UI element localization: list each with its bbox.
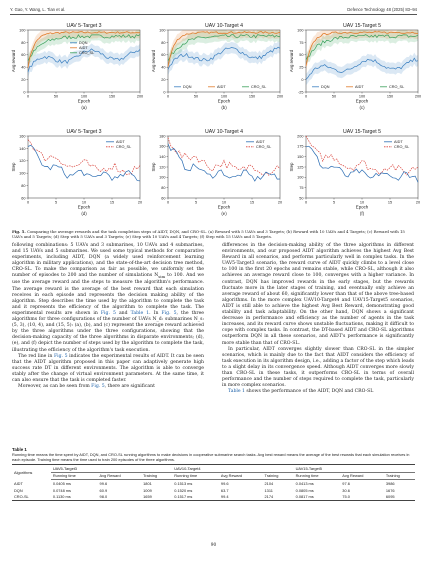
row-label: AIDT (14, 480, 23, 486)
x-axis-label: Epoch (355, 204, 369, 210)
y-tick-label: 0 (23, 90, 26, 95)
y-tick-label: 140 (159, 155, 166, 160)
y-tick-label: 125 (297, 165, 304, 170)
paragraph (222, 389, 414, 395)
subcol-header: Running time (294, 472, 341, 480)
x-tick-label: 200 (136, 94, 144, 99)
figure-link[interactable]: Fig. 5 (53, 353, 68, 359)
subplot-title: UAV 10-Target 4 (205, 23, 243, 29)
header-authors: Y. Gao, Y. Wang, L. Tian et al. (10, 7, 66, 12)
y-tick-label: 0 (163, 90, 166, 95)
y-tick-label: 160 (159, 144, 166, 149)
header-journal: Defence Technology 48 (2025) 83–94 (347, 7, 417, 12)
subplot-d (11, 129, 142, 216)
x-tick-label: 5 (332, 200, 336, 205)
y-tick-label: 100 (297, 175, 304, 180)
subplot-f (289, 129, 420, 216)
y-tick-label: 150 (297, 155, 304, 160)
x-tick-label: 50 (193, 94, 199, 99)
legend-label: CRO_SL (394, 145, 410, 149)
figure-caption-text: Comparing the average rewards and the task completion steps of AIDT, DQN, and CRO-SL. (a) Reward with 5 UAVs and 3 Targets; (b) Reward with 10 UAVs and 4 Targets; (c) Reward with 15 UAVs and 5 Targets; (d) Step with 5 UAVs and 3 Targets; (e) Step with 10 UAVs and 4 Targets; (f) Step with 15 UAVs and 5 Targets. (12, 229, 405, 240)
legend-label: DQN (321, 85, 330, 89)
group-header: UAV5-Target3 (51, 465, 172, 473)
table-cell: 2104 (264, 480, 274, 486)
x-tick-label: 20 (277, 200, 283, 205)
x-axis-label: Epoch (217, 98, 231, 104)
table-cell: 0.0413 ms (295, 480, 314, 486)
paragraph (12, 384, 204, 390)
y-tick-label: 175 (297, 144, 304, 149)
x-axis-label: Epoch (77, 204, 91, 210)
y-tick-label: 20 (161, 78, 166, 82)
text: Moreover, as can be seen from (18, 384, 92, 390)
table-cell: 0.1517 ms (172, 493, 219, 500)
y-tick-label: 60 (21, 196, 26, 201)
table-cell: 2174 (263, 493, 294, 500)
table-cell: 1009 (143, 487, 152, 493)
legend-label: CRO_SL (389, 85, 405, 89)
running-header (10, 7, 417, 15)
y-tick-label: 140 (19, 146, 26, 151)
figure-link[interactable]: Fig. 5 (91, 384, 105, 390)
table-cell: 0.0817 ms (294, 493, 341, 500)
y-tick-label: 180 (159, 134, 166, 139)
legend-label: AIDT (79, 46, 88, 50)
y-tick-label: 75 (299, 40, 304, 45)
subcol-header: Avg Reward (340, 472, 384, 480)
table-cell: 0.1520 ms (174, 487, 193, 493)
table-cell: 0.1130 ms (51, 493, 98, 500)
legend-label: CRO_SL (251, 85, 267, 89)
subcol-header: Running time (172, 472, 219, 480)
legend-label: AIDT (116, 140, 125, 144)
subcol-header: Training (141, 472, 172, 480)
subplot-c (289, 23, 421, 110)
subplot-letter: (d) (81, 211, 87, 216)
paragraph: In particular, AIDT converges slightly slower than CRO-SL in the simpler scenarios, which is mainly due to the fact that AIDT considers the efficiency of task execution in its algorithm design, i.e., adding a factor of the step which leads to a slight delay in its convergence speed. Although AIDT converges more slowly than CRO-SL in these tasks, it outperforms CRO-SL in terms of overall performance and the number of steps required to complete the task, particularly in more complex scenarios. (222, 346, 414, 389)
y-axis-label: Step (151, 162, 156, 172)
subcol-header: Avg Reward (219, 472, 263, 480)
y-tick-label: 80 (161, 186, 166, 191)
y-axis-label: Avg reward (289, 49, 294, 73)
x-tick-label: 0 (304, 200, 308, 205)
x-tick-label: 200 (276, 94, 284, 99)
subcol-header: Training (384, 472, 415, 480)
x-tick-label: 0 (166, 94, 170, 99)
x-axis-label: Epoch (217, 204, 231, 210)
subcol-header: Avg Reward (98, 472, 142, 480)
subplot-letter: (c) (359, 105, 365, 110)
table-cell: 3986 (385, 480, 395, 486)
y-tick-label: 40 (161, 65, 166, 70)
table-cell: 0.0405 ms (52, 480, 71, 486)
legend-label: CRO_SL (79, 51, 95, 55)
results-table (12, 464, 415, 501)
text: . In (149, 310, 162, 316)
x-tick-label: 0 (304, 94, 308, 99)
text: and (115, 310, 131, 316)
y-tick-label: 0 (301, 78, 304, 82)
paragraph (12, 243, 204, 354)
subcol-header: Training (263, 472, 294, 480)
table-cell: 0.0748 ms (52, 487, 71, 493)
subscript: sim (158, 274, 166, 280)
text: shows the performance of the AIDT, DQN and CRO-SL (244, 389, 374, 395)
table-cell: 97.6 (342, 480, 350, 486)
subplot-letter: (b) (221, 105, 227, 110)
table-cell: 99.4 (219, 493, 263, 500)
y-tick-label: 80 (21, 40, 26, 45)
y-tick-label: 100 (19, 28, 26, 33)
table-row (12, 487, 415, 494)
text: to 100. And we use the average reward and the steps to measure the algorithm's performance. The average reward is the average of the best reward that each simulation receives in each episode and represents the decision making ability of the algorithm. Step describes the time used by the algorithm to complete the task and it represents the efficiency of the algorithm to complete the task. The experimental results are shown in (12, 273, 204, 316)
row-label: CRO-SL (12, 493, 51, 500)
subplot-title: UAV 5-Target 3 (66, 23, 102, 29)
y-tick-label: 100 (19, 171, 26, 176)
x-axis-label: Epoch (355, 98, 369, 104)
x-tick-label: 20 (137, 200, 143, 205)
legend-label: AIDT (217, 85, 226, 89)
table-link[interactable]: Table 1 (130, 310, 150, 316)
y-tick-label: 120 (159, 165, 166, 170)
x-tick-label: 10 (81, 200, 87, 205)
y-tick-label: 100 (159, 28, 166, 33)
subplot-title: UAV 15-Target 5 (343, 129, 381, 135)
col-algorithms: Algorithms (12, 465, 51, 480)
x-tick-label: 150 (108, 94, 116, 99)
group-header: UAV10-Target4 (172, 465, 293, 473)
subplot-a (11, 23, 143, 110)
y-tick-label: 100 (159, 175, 166, 180)
group-header: UAV15-Target5 (294, 465, 415, 473)
x-tick-label: 15 (249, 200, 255, 205)
subplot-letter: (e) (221, 211, 227, 216)
text: indicates the experimental results of AIDT. It can be seen that the AIDT algorithm proposed in this paper can adaptively generate high success rate DT in different environments. The algorithm is able to converge stably after the change of virtual environment parameters. At the same time, it can also ensure that the task is completed faster. (12, 353, 204, 383)
legend-label: DQN (183, 85, 192, 89)
x-tick-label: 5 (194, 200, 198, 205)
table-label: Table 1 (12, 447, 27, 452)
y-tick-label: -25 (298, 90, 304, 95)
paragraph (12, 354, 204, 384)
x-tick-label: 15 (387, 200, 393, 205)
table-cell: 98.0 (98, 493, 142, 500)
page-number: 90 (210, 543, 217, 548)
x-tick-label: 5 (54, 200, 58, 205)
y-tick-label: 80 (161, 40, 166, 45)
subcol-header: Running time (51, 472, 98, 480)
x-tick-label: 100 (220, 94, 228, 99)
header-rule (10, 14, 417, 15)
y-tick-label: 100 (297, 28, 304, 33)
legend-label: CRO_SL (116, 145, 132, 149)
y-tick-label: 60 (161, 53, 166, 58)
figure-link[interactable]: Fig. 5 (100, 310, 116, 316)
table-link[interactable]: Table 1 (228, 389, 245, 395)
body-column-left (12, 243, 204, 390)
x-tick-label: 50 (331, 94, 337, 99)
figure-5 (0, 18, 427, 226)
table-cell: 99.6 (220, 480, 229, 486)
y-tick-label: 25 (299, 65, 304, 70)
legend-label: CRO_SL (256, 145, 272, 149)
x-tick-label: 100 (358, 94, 366, 99)
figure-caption-label: Fig. 5. (12, 229, 26, 234)
x-tick-label: 0 (26, 200, 30, 205)
y-tick-label: 50 (299, 196, 304, 201)
x-tick-label: 50 (53, 94, 59, 99)
table-cell: 1801 (143, 480, 152, 486)
table-cell: 0.1513 ms (174, 480, 193, 486)
y-axis-label: Step (289, 162, 294, 172)
table-cell: 1659 (141, 493, 172, 500)
y-tick-label: 75 (299, 186, 304, 191)
y-axis-label: Avg reward (11, 49, 16, 73)
x-tick-label: 150 (386, 94, 394, 99)
table-cell: 99.6 (99, 480, 108, 486)
paragraph: differences in the decision-making ability of the three algorithms in different environments, and our proposed AIDT algorithm achieves the highest Avg Best Reward in all scenarios, and performs particularly well in complex tasks. In the UAV5-Target3 scenario, the reward curve of AIDT quickly climbs to a level close to 100 in the first 20 epochs and remains stable, while CRO-SL, although it also achieves an average reward close to 100, converges with a higher variance. In contrast, DQN has improved rewards in the early stages, but the rewards fluctuate more in the later stages of training, and eventually only achieve an average reward of about 60, significantly lower than that of the above tree-based algorithms. In the more complex UAV10-Target4 and UAV15-Target5 scenarios, AIDT is still able to achieve the highest Avg Best Reward, demonstrating good stability and task adaptability. On the other hand, DQN shows a significant decrease in performance and efficiency as the number of agents in the task increases, and its reward curve shows unstable fluctuations, making it difficult to cope with complex tasks. In contrast, the DT-based AIDT and CRO-SL algorithms outperform DQN in all these scenarios, and AIDT's performance is significantly more stable than that of CRO-SL. (222, 243, 414, 346)
x-tick-label: 0 (26, 94, 30, 99)
x-tick-label: 0 (166, 200, 170, 205)
text: , the three algorithms for three configurations of the number of UAVs N_d: submarines N_s: (5, 3), (10, 4), and (15, 5): (a), (b), and (c) represent the average reward achieved by the three algorithms under the three configurations, showing that the decision-making capacity of the three algorithms in disparate environments; (d), (e), and (f) depict the number of steps used by the algorithm to complete the task, illustrating the efficiency of the algorithm's task execution. (12, 310, 205, 353)
y-tick-label: 200 (297, 134, 304, 139)
table-caption: Running time means the time spent by AIDT, DQN, and CRO-SL running algorithms to make decisions in cooperative submarine search tasks. Avg best reward means the average of the best rewards that each simulation receives in each episode. Training time means the time used to train 200 episodes of the three algorithms. (12, 452, 410, 462)
table-cell: 60.9 (99, 487, 108, 493)
legend-label: DQN (79, 41, 88, 45)
table-row (12, 480, 415, 487)
subplot-title: UAV 10-Target 4 (205, 129, 243, 135)
x-tick-label: 20 (415, 200, 421, 205)
figure-link[interactable]: Fig. 5 (161, 310, 177, 316)
subplot-letter: (f) (359, 211, 365, 216)
y-tick-label: 160 (19, 134, 26, 139)
y-axis-label: Avg reward (151, 49, 156, 73)
table-cell: 1311 (264, 487, 273, 493)
row-label: DQN (14, 487, 23, 493)
legend-label: AIDT (256, 140, 265, 144)
y-tick-label: 60 (21, 53, 26, 58)
x-axis-label: Epoch (77, 98, 91, 104)
table-cell: 63.7 (220, 487, 229, 493)
y-tick-label: 120 (19, 159, 26, 164)
table-cell: 30.6 (342, 487, 350, 493)
x-tick-label: 200 (414, 94, 422, 99)
text: The red line in (18, 353, 54, 359)
text: , there are significant (104, 384, 155, 390)
table-cell: 75.0 (340, 493, 384, 500)
subplot-e (151, 129, 282, 216)
subplot-b (151, 23, 283, 110)
x-tick-label: 10 (221, 200, 227, 205)
text: following combinations: 5 UAVs and 3 submarines, 10 UAVs and 4 submarines, and 15 UAVs and 5 submarines. We used some typical methods for comparative experiments, including AIDT, DQN (a widely used reinforcement learning algorithm in military applications), and the state-of-the-art decision tree method, CRO-SL. To make the comparison as fair as possible, we uniformly set the number of episodes to 200 and the number of simulations N (12, 243, 204, 279)
x-tick-label: 15 (109, 200, 115, 205)
y-tick-label: 40 (21, 65, 26, 70)
legend-label: AIDT (394, 140, 403, 144)
y-tick-label: 80 (21, 184, 26, 188)
legend-label: AIDT (355, 85, 364, 89)
table-1 (12, 447, 415, 501)
y-axis-label: Step (11, 162, 16, 172)
table-cell: 6095 (384, 493, 415, 500)
subplot-letter: (a) (81, 105, 87, 110)
table-row (12, 493, 415, 500)
y-tick-label: 60 (161, 196, 166, 201)
subplot-title: UAV 5-Target 3 (66, 129, 102, 135)
figure-caption (12, 229, 415, 239)
x-tick-label: 10 (359, 200, 365, 205)
y-tick-label: 20 (21, 78, 26, 82)
subplot-title: UAV 15-Target 5 (343, 23, 381, 29)
y-tick-label: 50 (299, 53, 304, 58)
table-cell: 0.0805 ms (295, 487, 314, 493)
x-tick-label: 100 (80, 94, 88, 99)
body-column-right (222, 243, 414, 395)
x-tick-label: 150 (248, 94, 256, 99)
table-cell: 1676 (385, 487, 395, 493)
